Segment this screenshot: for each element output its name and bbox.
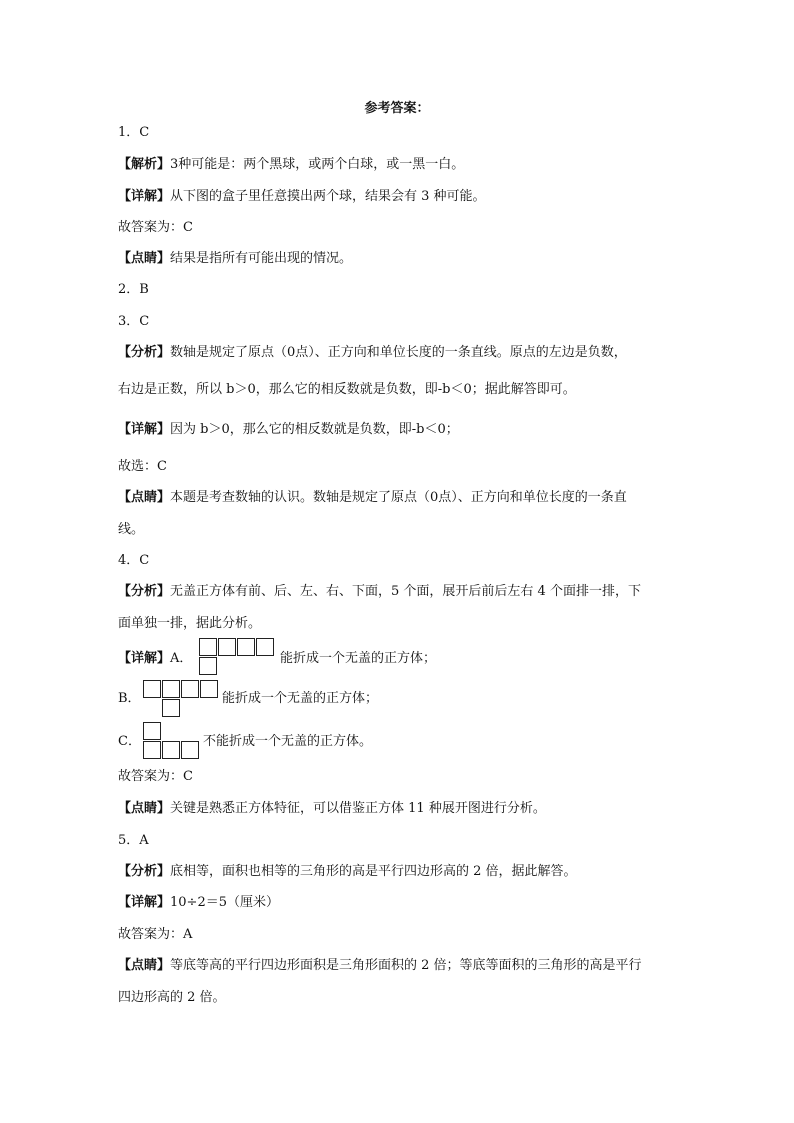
analysis-line: 【分析】无盖正方体有前、后、左、右、下面，5 个面，展开后前后左右 4 个面排一排，下 <box>118 584 641 599</box>
note-line: 【点睛】结果是指所有可能出现的情况。 <box>118 251 353 266</box>
analysis-line-cont: 右边是正数，所以 b＞0，那么它的相反数就是负数，即-b＜0；据此解答即可。 <box>118 382 576 397</box>
net-square <box>181 680 199 698</box>
conclusion-line: 故答案为：A <box>118 927 193 942</box>
conclusion-line: 故答案为：C <box>118 769 193 784</box>
answer-5: 5．A <box>118 833 149 848</box>
answer-2: 2．B <box>118 282 149 297</box>
analysis-line-cont: 面单独一排，据此分析。 <box>118 616 262 631</box>
detail-line: 【详解】因为 b＞0，那么它的相反数就是负数，即-b＜0； <box>118 422 459 437</box>
net-square <box>143 722 161 740</box>
detail-line: 【详解】10÷2＝5（厘米） <box>118 895 279 910</box>
net-square <box>199 638 217 656</box>
net-square <box>199 657 217 675</box>
analysis-line: 【分析】数轴是规定了原点（0点）、正方向和单位长度的一条直线。原点的左边是负数， <box>118 345 627 360</box>
net-square <box>162 741 180 759</box>
detail-line: 【详解】从下图的盒子里任意摸出两个球，结果会有 3 种可能。 <box>118 189 486 204</box>
net-b-caption: 能折成一个无盖的正方体； <box>222 691 379 706</box>
detail-option-b: B． <box>118 691 141 706</box>
detail-option-a: 【详解】A． <box>118 651 193 666</box>
net-square <box>181 741 199 759</box>
answer-3: 3．C <box>118 314 150 329</box>
net-square <box>256 638 274 656</box>
detail-option-c: C． <box>118 734 141 749</box>
net-square <box>237 638 255 656</box>
note-line: 【点睛】关键是熟悉正方体特征，可以借鉴正方体 11 种展开图进行分析。 <box>118 801 546 816</box>
net-square <box>162 680 180 698</box>
net-square <box>143 680 161 698</box>
answer-4: 4．C <box>118 553 150 568</box>
conclusion-line: 故答案为：C <box>118 220 193 235</box>
net-square <box>162 699 180 717</box>
note-line: 【点睛】等底等高的平行四边形面积是三角形面积的 2 倍；等底等面积的三角形的高是平行 <box>118 958 642 973</box>
page-title: 参考答案： <box>364 101 430 116</box>
analysis-line: 【分析】底相等，面积也相等的三角形的高是平行四边形高的 2 倍，据此解答。 <box>118 864 577 879</box>
note-line-cont: 线。 <box>118 522 145 537</box>
conclusion-line: 故选：C <box>118 459 167 474</box>
note-line-cont: 四边形高的 2 倍。 <box>118 990 226 1005</box>
analysis-line: 【解析】3种可能是：两个黑球，或两个白球，或一黑一白。 <box>118 157 465 172</box>
net-a-caption: 能折成一个无盖的正方体； <box>280 651 437 666</box>
net-square <box>218 638 236 656</box>
net-square <box>200 680 218 698</box>
note-line: 【点睛】本题是考查数轴的认识。数轴是规定了原点（0点）、正方向和单位长度的一条直 <box>118 490 627 505</box>
net-c-caption: 不能折成一个无盖的正方体。 <box>203 734 373 749</box>
answer-1: 1．C <box>118 125 150 140</box>
net-square <box>143 741 161 759</box>
